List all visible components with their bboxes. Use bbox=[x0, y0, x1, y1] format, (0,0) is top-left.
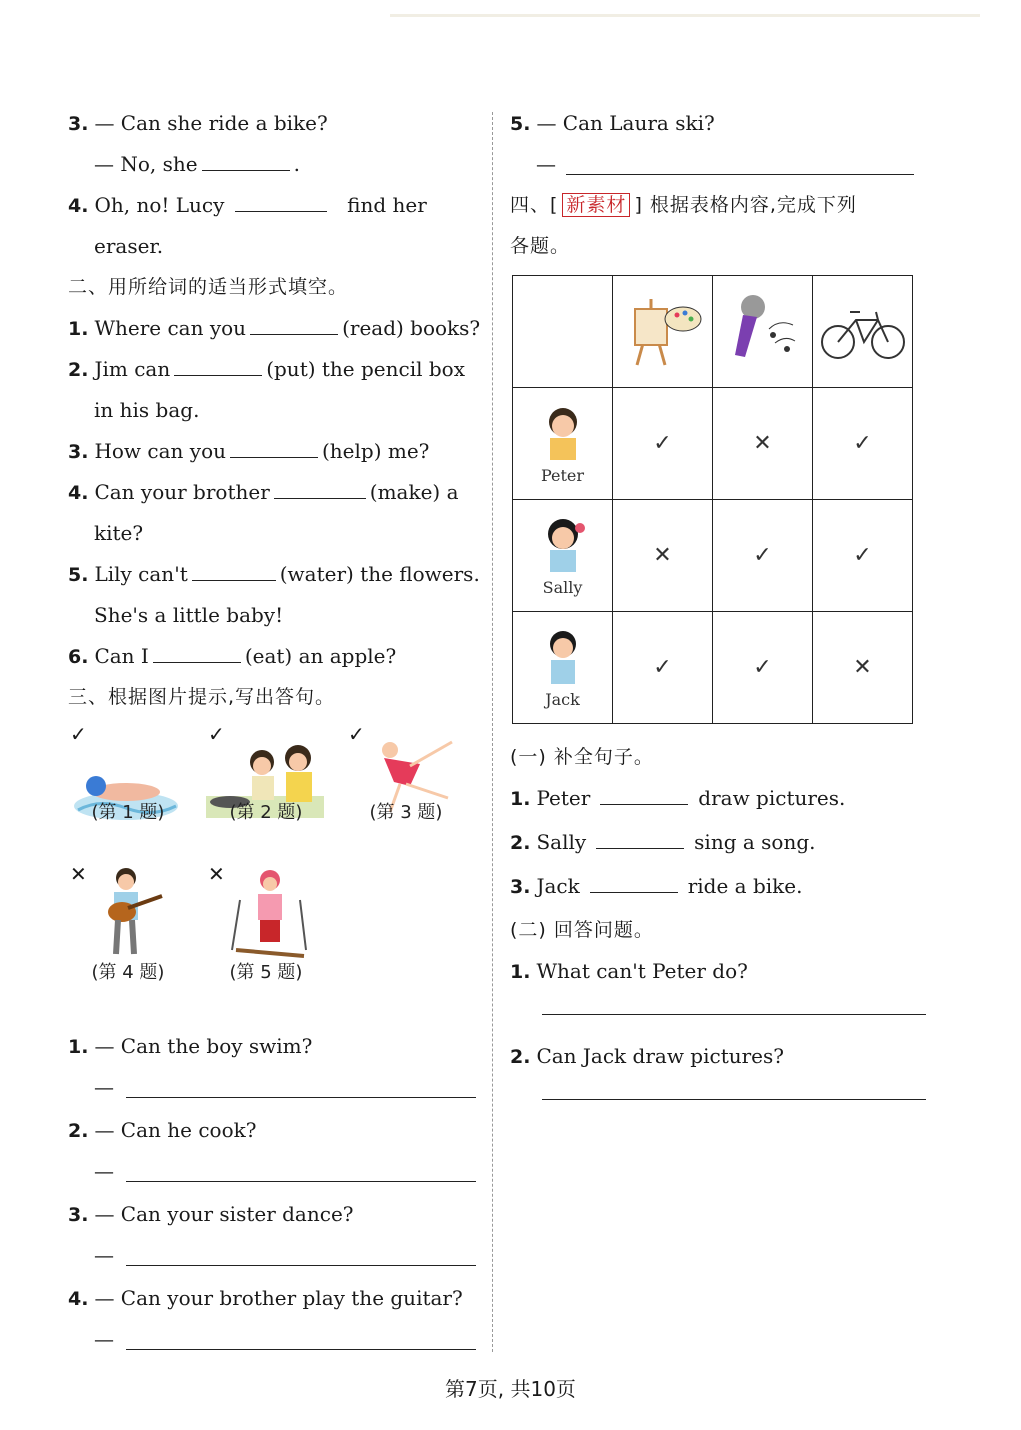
p1-q1: 1. Peter draw pictures. bbox=[510, 778, 930, 822]
cell-mark: ✓ bbox=[813, 388, 913, 500]
q3-line1: 3. — Can she ride a bike? bbox=[68, 111, 328, 135]
person-jack: Jack bbox=[513, 612, 613, 724]
p2-answer-1[interactable] bbox=[510, 992, 930, 1036]
table-header-row bbox=[513, 276, 913, 388]
p2-q2: 2. Can Jack draw pictures? bbox=[510, 1044, 785, 1068]
s3-answer-3[interactable]: — bbox=[68, 1235, 480, 1278]
cross-icon: ✕ bbox=[70, 862, 87, 886]
table-row bbox=[513, 612, 913, 724]
answer-blank[interactable] bbox=[174, 353, 262, 376]
s3-q4: 4. — Can your brother play the guitar? bbox=[68, 1286, 463, 1310]
cell-mark: ✓ bbox=[713, 612, 813, 724]
left-column bbox=[68, 103, 481, 1351]
s3-q2: 2. — Can he cook? bbox=[68, 1118, 257, 1142]
s3-answer-2[interactable]: — bbox=[68, 1151, 480, 1194]
bike-icon bbox=[813, 276, 913, 388]
cell-mark: ✓ bbox=[613, 612, 713, 724]
s3-q3: 3. — Can your sister dance? bbox=[68, 1202, 354, 1226]
table-row bbox=[513, 388, 913, 500]
answer-blank[interactable] bbox=[596, 826, 684, 849]
q4-line1: 4. Oh, no! Lucy find her bbox=[68, 185, 480, 226]
answer-blank[interactable] bbox=[230, 435, 318, 458]
check-icon: ✓ bbox=[70, 722, 87, 746]
section-3-title: 三、根据图片提示,写出答句。 bbox=[68, 686, 336, 708]
part-1-title: (一) 补全句子。 bbox=[510, 746, 654, 768]
pic-dancer: ✓ (第 3 题) bbox=[346, 722, 466, 834]
right-column bbox=[510, 103, 930, 1068]
p1-q3: 3. Jack ride a bike. bbox=[510, 866, 930, 910]
answer-blank[interactable] bbox=[600, 782, 688, 805]
check-icon: ✓ bbox=[348, 722, 365, 746]
s2-q1: 1. Where can you (read) books? bbox=[68, 308, 480, 349]
check-icon: ✓ bbox=[208, 722, 225, 746]
table-corner bbox=[513, 276, 613, 388]
skier-image bbox=[226, 866, 310, 960]
new-material-tag: 新素材 bbox=[562, 193, 630, 217]
table-row bbox=[513, 500, 913, 612]
s2-q2-cont: in his bag. bbox=[94, 398, 200, 422]
cell-mark: ✕ bbox=[813, 612, 913, 724]
answer-blank[interactable] bbox=[153, 640, 241, 663]
section-4-title: 四、[ 新素材 ] 根据表格内容,完成下列 bbox=[510, 194, 857, 216]
answer-blank[interactable] bbox=[274, 476, 366, 499]
s3-answer-4[interactable]: — bbox=[68, 1319, 480, 1362]
s2-q4-cont: kite? bbox=[94, 521, 144, 545]
s2-q3: 3. How can you (help) me? bbox=[68, 431, 480, 472]
answer-blank[interactable] bbox=[235, 189, 327, 212]
q5-line: 5. — Can Laura ski? bbox=[510, 111, 715, 135]
ability-table bbox=[512, 275, 913, 724]
s2-q5: 5. Lily can't (water) the flowers. bbox=[68, 554, 480, 595]
section-3-questions bbox=[68, 1026, 480, 1362]
page-footer: 第7页, 共10页 bbox=[445, 1377, 576, 1401]
p2-answer-2[interactable] bbox=[510, 1077, 930, 1121]
picture-prompts bbox=[68, 718, 480, 1018]
s2-q4: 4. Can your brother (make) a bbox=[68, 472, 480, 513]
cross-icon: ✕ bbox=[208, 862, 225, 886]
q3-line2: — No, she . bbox=[68, 144, 480, 185]
column-divider bbox=[492, 112, 493, 1352]
s2-q5-cont: She's a little baby! bbox=[94, 603, 284, 627]
pic-swimmer: ✓ (第 1 题) bbox=[68, 722, 183, 834]
pic-cooking: ✓ (第 2 题) bbox=[206, 722, 326, 834]
s3-q1: 1. — Can the boy swim? bbox=[68, 1034, 313, 1058]
q5-answer[interactable]: — bbox=[510, 144, 930, 185]
person-peter: Peter bbox=[513, 388, 613, 500]
table-questions bbox=[510, 737, 930, 1121]
q4-line2: eraser. bbox=[94, 234, 164, 258]
section-2-title: 二、用所给词的适当形式填空。 bbox=[68, 276, 349, 298]
answer-blank[interactable] bbox=[192, 558, 276, 581]
cell-mark: ✕ bbox=[713, 388, 813, 500]
cell-mark: ✓ bbox=[813, 500, 913, 612]
person-sally: Sally bbox=[513, 500, 613, 612]
cell-mark: ✓ bbox=[613, 388, 713, 500]
pic-guitar: ✕ (第 4 题) bbox=[68, 862, 183, 990]
part-2-title: (二) 回答问题。 bbox=[510, 919, 654, 941]
drawing-icon bbox=[613, 276, 713, 388]
s2-q6: 6. Can I (eat) an apple? bbox=[68, 636, 480, 677]
answer-blank[interactable] bbox=[250, 312, 338, 335]
top-rule bbox=[390, 14, 980, 17]
s2-q2: 2. Jim can (put) the pencil box bbox=[68, 349, 480, 390]
answer-blank[interactable] bbox=[590, 870, 678, 893]
pic-skiing: ✕ (第 5 题) bbox=[206, 862, 326, 990]
answer-blank[interactable] bbox=[202, 148, 290, 171]
microphone-icon bbox=[713, 276, 813, 388]
cell-mark: ✕ bbox=[613, 500, 713, 612]
p2-q1: 1. What can't Peter do? bbox=[510, 959, 748, 983]
cell-mark: ✓ bbox=[713, 500, 813, 612]
section-4-title-cont: 各题。 bbox=[510, 235, 571, 257]
guitar-boy-image bbox=[98, 866, 168, 960]
p1-q2: 2. Sally sing a song. bbox=[510, 822, 930, 866]
s3-answer-1[interactable]: — bbox=[68, 1067, 480, 1110]
